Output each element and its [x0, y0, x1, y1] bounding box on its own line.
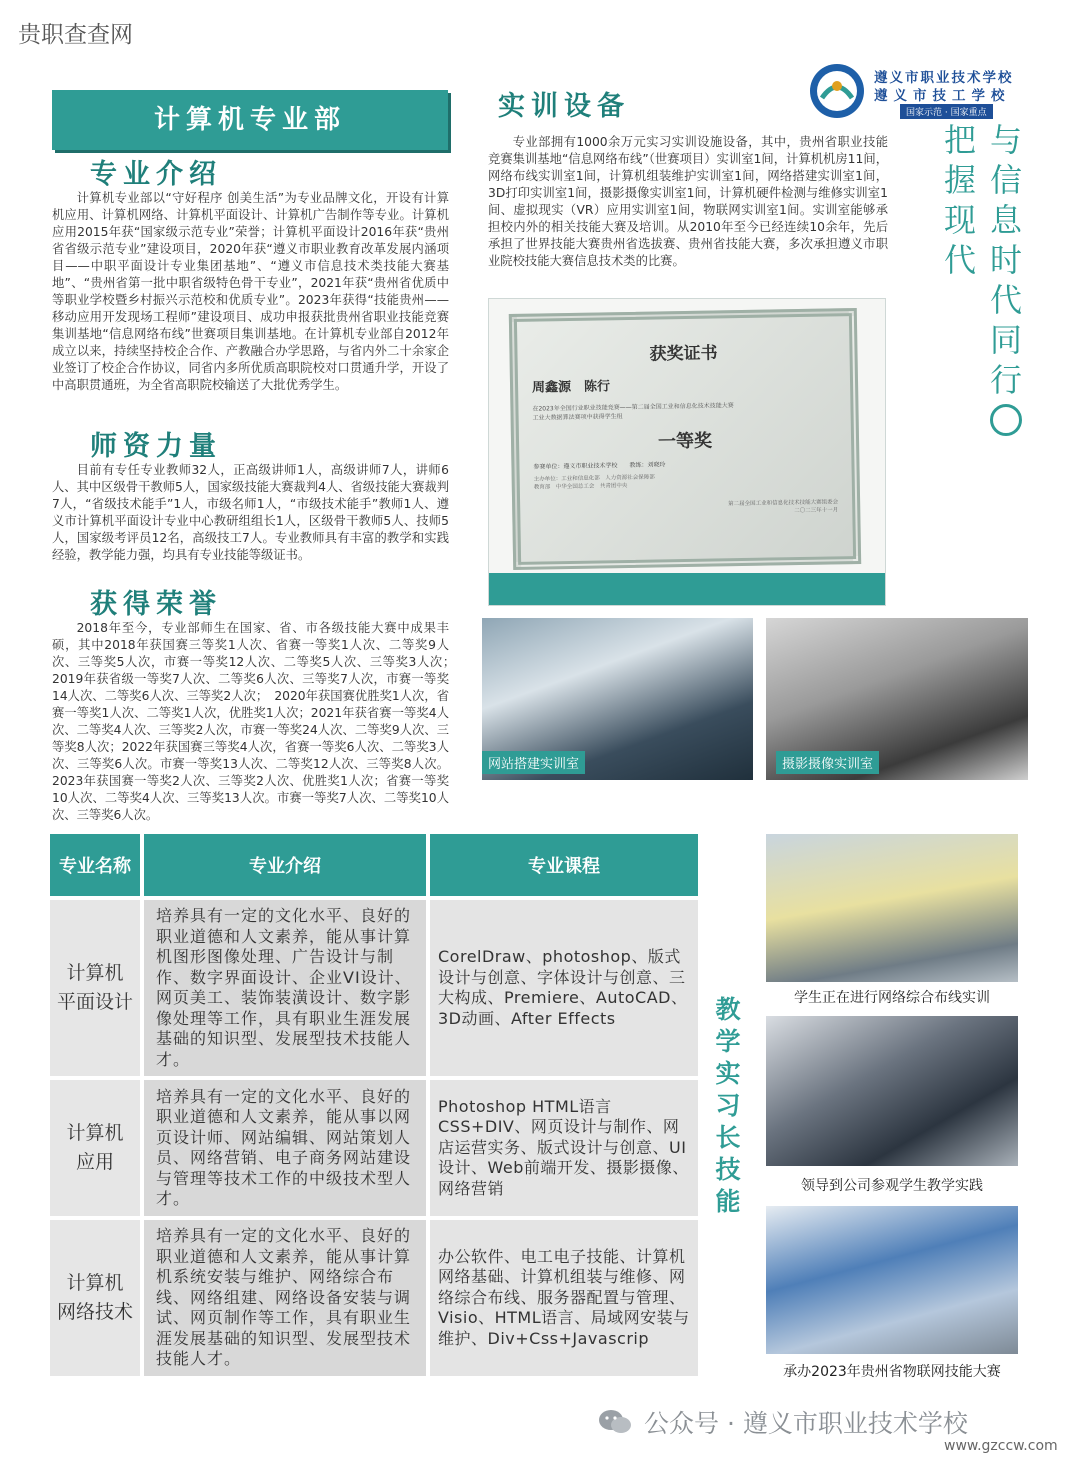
certificate-line-2: 工业大数据算法赛项中获得学生组 [532, 413, 623, 422]
skills-char: 能 [715, 1187, 741, 1216]
school-name-2: 遵义市技工学校 [874, 88, 1011, 104]
intro-heading: 专业介绍 [90, 159, 222, 190]
skills-char: 技 [715, 1155, 741, 1184]
honors-text: 2018年至今，专业部师生在国家、省、市各级技能大赛中成果丰硕，其中2018年获国赛三等奖1人次、省赛一等奖1人次、二等奖9人次、三等奖5人次，市赛一等奖12人次、二等奖5人次、三等奖3人次； 2019年获省级一等奖7人次、二等奖6人次、三等奖7人次，市赛一等奖14人次、二等奖6人次、三等奖2人次； 2020年获国赛优胜奖1人次，省赛一等奖1人次、二等奖1人次，优胜奖1人次；2021年获省赛一等奖4人次、二等奖4人次、三等奖2人次，市赛一等奖24人次、二等奖9人次、三等奖8人次；2022年获国赛三等奖4人次，省赛一等奖6人次、二等奖3人次、三等奖6人次。市赛一等奖13人次、二等奖12人次、三等奖8人次。2023年获国赛一等奖2人次、三等奖2人次、优胜奖1人次；省赛一等奖10人次、二等奖4人次、三等奖13人次。市赛一等奖7人次、二等奖10人次、三等奖6人次。 [52, 621, 462, 822]
slogan-char: 现 [943, 201, 976, 239]
major-intro: 培养具有一定的文化水平、良好的职业道德和人文素养，能从事计算机图形图像处理、广告设计与制作、数字界面设计、企业VI设计、网页美工、装饰装潢设计、数字影像处理等工作，具有职业生涯发展基础的知识型、发展型技术技能人才。 [140, 900, 426, 1076]
major-name-line-2: 网络技术 [56, 1300, 133, 1323]
intro-text: 计算机专业部以“守好程序 创美生活”为专业品牌文化，开设有计算机应用、计算机网络、计算机平面设计、计算机广告制作等专业。计算机应用2015年获“国家级示范专业”荣誉；计算机平面设计2016年获“贵州省省级示范专业”建设项目，2020年获“遵义市职业教育改革发展内涵项目——中职平面设计专业集团基地”、“遵义市信息技术类技能大赛基地”、“贵州省第一批中职省级特色骨干专业”，2021年获“贵州省优质中等职业学校暨乡村振兴示范校和优质专业”。2023年获得“技能贵州——移动应用开发现场工程师”建设项目、成功申报获批贵州省职业技能竞赛集训基地“信息网络布线”世赛项目集训基地。在计算机专业部自2012年成立以来，持续坚持校企合作、产教融合办学思路，与省内外二十余家企业签订了校企合作协议，同省内多所优质高职院校对口贯通升学，开设了中高职贯通班，为全省高职院校输送了大批优秀学生。 [52, 191, 449, 392]
slogan-col-1 [986, 120, 1026, 436]
certificate-prize: 一等奖 [657, 430, 713, 453]
certificate-base-bar [489, 573, 885, 605]
skills-char: 实 [715, 1059, 741, 1088]
slogan-char: 代 [943, 241, 976, 279]
certificate-names: 周鑫源 陈行 [531, 379, 611, 396]
major-name-line-1: 计算机 [66, 962, 124, 984]
certificate-frame [488, 298, 886, 606]
certificate-line-6: 第二届全国工业和信息化技术技能大赛组委会 [728, 499, 839, 508]
skills-char: 习 [715, 1091, 741, 1120]
slogan-char: 把 [943, 121, 976, 159]
table-row [50, 1220, 698, 1376]
skills-char: 教 [715, 995, 741, 1024]
photo-lab-caption: 摄影摄像实训室 [776, 751, 879, 774]
slogan-char: 行 [989, 361, 1022, 399]
equipment-text: 专业部拥有1000余万元实习实训设施设备，其中，贵州省职业技能竞赛集训基地“信息网络布线”（世赛项目）实训室1间，计算机机房11间，网络布线实训室1间，计算机组装维护实训室1间，网络搭建实训室1间，3D打印实训室1间，摄影摄像实训室1间，计算机硬件检测与维修实训室1间、虚拟现实（VR）应用实训室1间，物联网实训室1间。实训室能够承担校内外的相关技能大赛及培训。从2010年至今已经连续10余年，先后承担了世界技能大赛贵州省选拔赛、贵州省技能大赛，多次承担遵义市职业院校技能大赛信息技术类的比赛。 [488, 135, 888, 268]
slogan-char: 与 [989, 121, 1022, 159]
cabling-training-caption: 学生正在进行网络综合布线实训 [794, 990, 990, 1006]
certificate-line-5: 教育部 中华全国总工会 共青团中央 [533, 483, 628, 491]
honors-heading: 获得荣誉 [90, 589, 222, 620]
equipment-heading: 实训设备 [498, 91, 630, 122]
majors-table [50, 830, 698, 1380]
skills-vertical-text [712, 994, 744, 1218]
certificate-line-1: 在2023年全国行业职业技能竞赛——第二届全国工业和信息化技术技能大赛 [532, 402, 734, 413]
slogan-char: 息 [989, 201, 1022, 239]
school-name-1: 遵义市职业技术学校 [874, 70, 1014, 86]
slogan-char: 时 [989, 241, 1022, 279]
school-badge: 国家示范 · 国家重点 [900, 104, 993, 119]
major-name-line-1: 计算机 [66, 1122, 124, 1144]
leader-visit-caption: 领导到公司参观学生教学实践 [801, 1178, 983, 1194]
major-name [50, 1220, 140, 1376]
website-lab-photo [480, 616, 755, 782]
certificate-title: 获奖证书 [649, 343, 718, 365]
website-lab-caption: 网站搭建实训室 [482, 751, 585, 774]
iot-contest-caption: 承办2023年贵州省物联网技能大赛 [783, 1364, 1001, 1380]
slogan-circle-icon [990, 404, 1022, 436]
photo-lab-photo [764, 616, 1030, 782]
major-name [50, 1080, 140, 1216]
footer-wechat-text: 公众号 · 遵义市职业技术学校 [644, 1409, 968, 1438]
wechat-icon [598, 1408, 632, 1436]
certificate-photo [509, 308, 861, 570]
major-courses: Photoshop HTML语言 CSS+DIV、网页设计与制作、网店运营实务、版式设计与创意、UI设计、Web前端开发、摄影摄像、网络营销 [426, 1080, 698, 1216]
major-name-line-1: 计算机 [66, 1271, 124, 1294]
cabling-training-photo [764, 832, 1020, 984]
slogan-char: 握 [943, 161, 976, 199]
department-title: 计算机专业部 [52, 90, 448, 150]
leader-visit-photo [764, 1014, 1020, 1168]
major-courses: 办公软件、电工电子技能、计算机网络基础、计算机组装与维修、网络综合布线、服务器配置与管理、Visio、HTML语言、局域网安装与维护、Div+Css+Javascrip [426, 1220, 698, 1376]
faculty-text: 目前有专任专业教师32人，正高级讲师1人，高级讲师7人，讲师6人、其中区级骨干教师5人，国家级技能大赛裁判4人、省级技能大赛裁判7人，“省级技术能手”1人，市级名师1人，“市级技术能手”教师1人、遵义市计算机平面设计专业中心教研组组长1人，区级骨干教师5人、技师5人，国家级考评员12名，高级技工7人。专业教师具有丰富的教学和实践经验，教学能力强，均具有专业技能等级证书。 [52, 463, 449, 562]
iot-contest-photo [764, 1204, 1020, 1356]
header-major-intro: 专业介绍 [140, 834, 426, 896]
major-intro: 培养具有一定的文化水平、良好的职业道德和人文素养，能从事以网页设计师、网站编辑、网站策划人员、网络营销、电子商务网站建设与管理等技术工作的中级技术型人才。 [140, 1080, 426, 1216]
site-name: 贵职查查网 [18, 22, 133, 48]
major-name-line-2: 平面设计 [56, 991, 133, 1013]
table-header-row [50, 834, 698, 896]
skills-char: 长 [715, 1123, 741, 1152]
header-major-courses: 专业课程 [426, 834, 698, 896]
skills-char: 学 [715, 1027, 741, 1056]
slogan-char: 同 [989, 321, 1022, 359]
majors-table-wrap [50, 830, 698, 1380]
faculty-heading: 师资力量 [90, 431, 222, 462]
school-logo-block [808, 62, 1028, 122]
certificate-line-4: 主办单位：工业和信息化部 人力资源社会保障部 [533, 474, 655, 483]
major-name-line-2: 应用 [75, 1151, 114, 1173]
major-intro: 培养具有一定的文化水平、良好的职业道德和人文素养，能从事计算机系统安装与维护、网络综合布线、网络组建、网络设备安装与调试、网页制作等工作，具有职业生涯发展基础的知识型、发展型技术技能人才。 [140, 1220, 426, 1376]
slogan-char: 代 [989, 281, 1022, 319]
major-name [50, 900, 140, 1076]
table-row [50, 900, 698, 1076]
major-courses: CorelDraw、photoshop、版式设计与创意、字体设计与创意、三大构成、Premiere、AutoCAD、3D动画、After Effects [426, 900, 698, 1076]
slogan-col-2 [940, 120, 980, 280]
footer-wechat [598, 1404, 968, 1440]
certificate-line-3: 参赛单位：遵义市职业技术学校 教练：刘晓玲 [533, 461, 666, 471]
header-major-name: 专业名称 [50, 834, 140, 896]
school-emblem-icon [808, 62, 866, 120]
footer-url: www.gzccw.com [944, 1438, 1058, 1454]
certificate-date: 二〇二三年十一月 [794, 507, 839, 515]
table-row [50, 1080, 698, 1216]
slogan-char: 信 [989, 161, 1022, 199]
